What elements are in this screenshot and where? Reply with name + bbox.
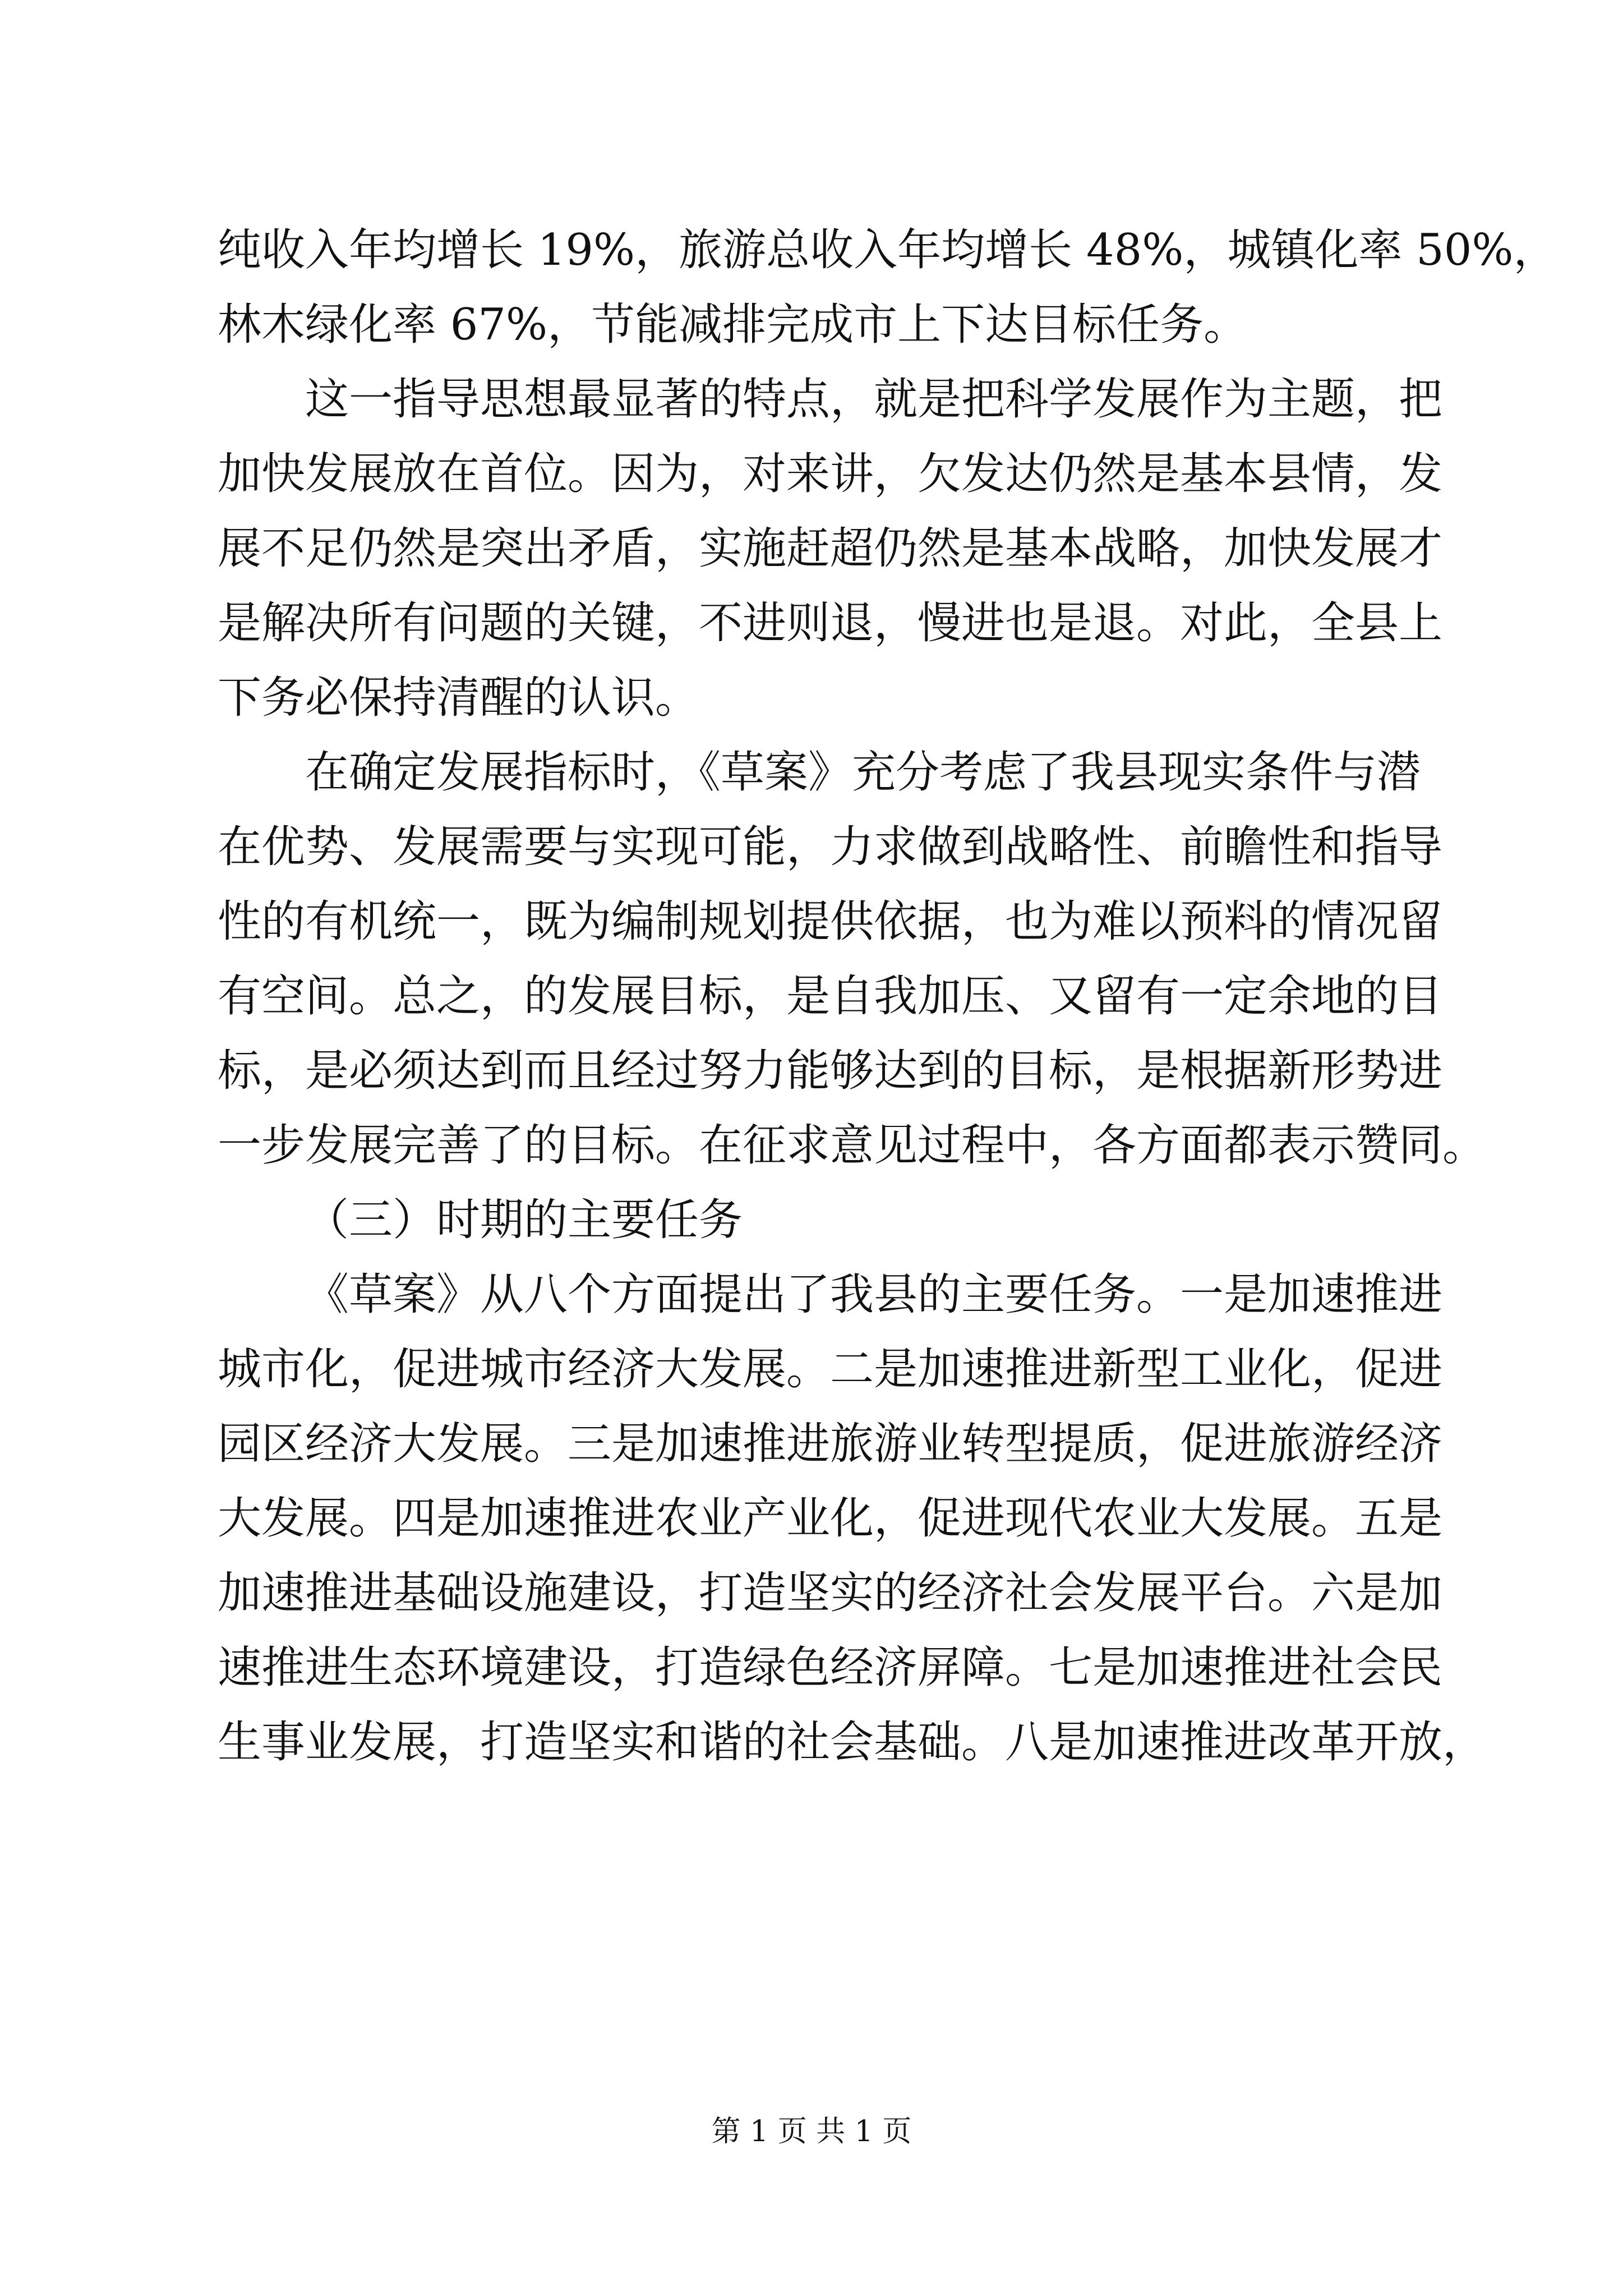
text-line: 加快发展放在首位。因为，对来讲，欠发达仍然是基本县情，发 [218, 449, 1443, 499]
text-line: 展不足仍然是突出矛盾，实施赶超仍然是基本战略，加快发展才 [218, 523, 1443, 574]
text-line: 速推进生态环境建设，打造绿色经济屏障。七是加速推进社会民 [218, 1642, 1443, 1693]
text-line: 大发展。四是加速推进农业产业化，促进现代农业大发展。五是 [218, 1493, 1443, 1544]
body-text [218, 213, 1557, 1780]
text-line: 是解决所有问题的关键，不进则退，慢进也是退。对此，全县上 [218, 598, 1443, 648]
text-line: 生事业发展，打造坚实和谐的社会基础。八是加速推进改革开放， [218, 1717, 1487, 1768]
page-footer: 第 1 页 共 1 页 [711, 2115, 912, 2148]
text-line: 在优势、发展需要与实现可能，力求做到战略性、前瞻性和指导 [218, 822, 1443, 872]
text-line: 加速推进基础设施建设，打造坚实的经济社会发展平台。六是加 [218, 1568, 1443, 1618]
paragraph-first-line: 这一指导思想最显著的特点，就是把科学发展作为主题，把 [305, 374, 1443, 425]
paragraph-first-line: 《草案》从八个方面提出了我县的主要任务。一是加速推进 [305, 1269, 1443, 1320]
text-line: 标，是必须达到而且经过努力能够达到的目标，是根据新形势进 [218, 1046, 1443, 1096]
text-line: 一步发展完善了的目标。在征求意见过程中，各方面都表示赞同。 [218, 1120, 1487, 1171]
text-line: 性的有机统一，既为编制规划提供依据，也为难以预料的情况留 [218, 896, 1443, 947]
text-line: 下务必保持清醒的认识。 [218, 673, 699, 723]
text-line: 林木绿化率 67%，节能减排完成市上下达目标任务。 [218, 300, 1248, 350]
text-line: 城市化，促进城市经济大发展。二是加速推进新型工业化，促进 [218, 1344, 1443, 1395]
paragraph-first-line: 在确定发展指标时，《草案》充分考虑了我县现实条件与潜 [305, 747, 1421, 798]
section-heading: （三）时期的主要任务 [305, 1195, 743, 1245]
text-line: 有空间。总之，的发展目标，是自我加压、又留有一定余地的目 [218, 971, 1443, 1022]
text-line: 园区经济大发展。三是加速推进旅游业转型提质，促进旅游经济 [218, 1419, 1443, 1469]
text-line: 纯收入年均增长 19%，旅游总收入年均增长 48%，城镇化率 50%， [218, 225, 1557, 275]
